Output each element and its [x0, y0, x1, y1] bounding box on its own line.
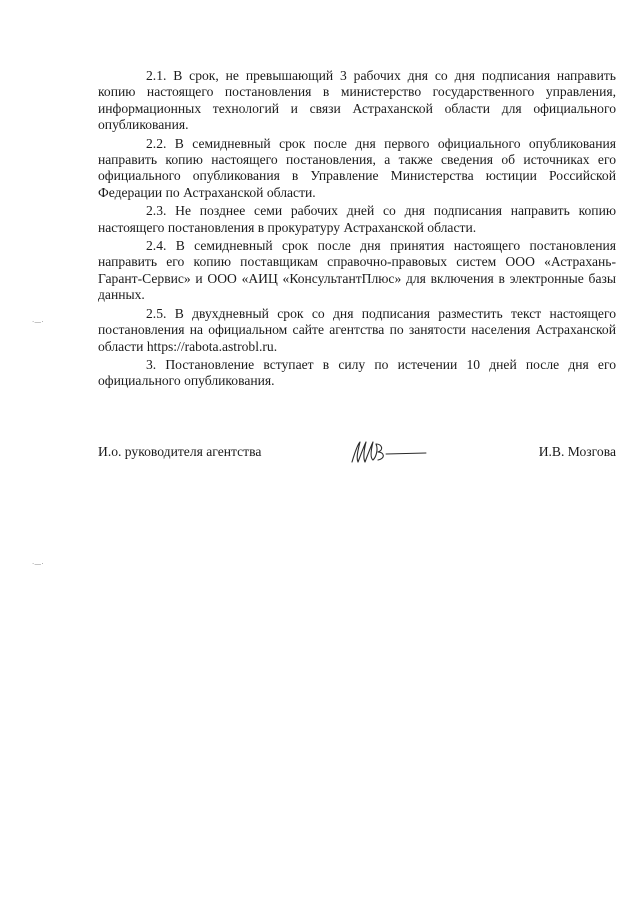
paragraph-2-4: 2.4. В семидневный срок после дня принятия настоящего постановления направить его копию поставщикам справочно-правовых систем ООО «Астрахань-Гарант-Сервис» и ООО «АИЦ «КонсультантПлюс» для включения в электронные базы данных. — [98, 238, 616, 303]
scan-margin-mark: ·—· — [32, 318, 44, 326]
paragraph-2-3: 2.3. Не позднее семи рабочих дней со дня подписания направить копию настоящего постановления в прокуратуру Астраханской области. — [98, 203, 616, 235]
paragraph-2-5: 2.5. В двухдневный срок со дня подписания разместить текст настоящего постановления на официальном сайте агентства по занятости населения Астраханской области https://rabota.astrobl.ru. — [98, 305, 616, 354]
document-body — [98, 68, 616, 392]
scan-margin-mark: ·—· — [32, 560, 44, 568]
signatory-name: И.В. Мозгова — [538, 444, 616, 459]
paragraph-2-2: 2.2. В семидневный срок после дня первого официального опубликования направить копию настоящего постановления, а также сведения об источниках его официального опубликования в Управление Министерства юстиции Российской Федерации по Астраханской области. — [98, 135, 616, 200]
signature-block — [98, 444, 616, 468]
handwritten-signature — [346, 434, 430, 468]
paragraph-2-1: 2.1. В срок, не превышающий 3 рабочих дня со дня подписания направить копию настоящего постановления в министерство государственного управления, информационных технологий и связи Астраханской области для официального опубликования. — [98, 68, 616, 133]
signatory-position: И.о. руководителя агентства — [98, 444, 262, 459]
paragraph-3: 3. Постановление вступает в силу по истечении 10 дней после дня его официального опубликования. — [98, 356, 616, 389]
